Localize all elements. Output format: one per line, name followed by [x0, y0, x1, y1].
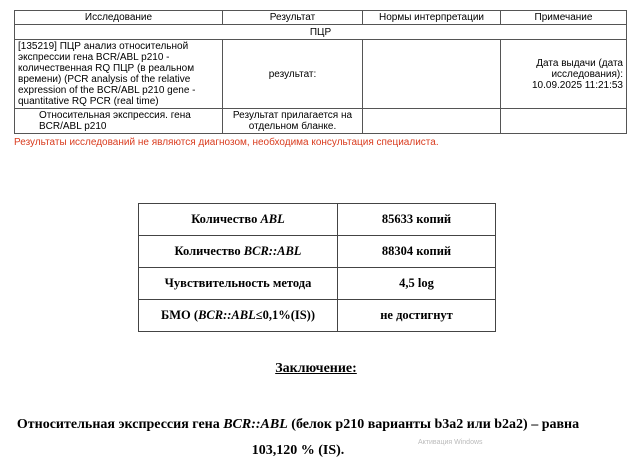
results-row: [139, 268, 496, 300]
report-table: [14, 10, 627, 134]
header-study: Исследование: [15, 11, 223, 25]
results-label: Чувствительность метода: [139, 268, 338, 300]
windows-activation-watermark: Активация Windows: [418, 439, 483, 446]
sub-study-name: Относительная экспрессия. гена BCR/ABL p210: [15, 109, 223, 134]
table-row: [15, 40, 627, 109]
results-value: 85633 копий: [338, 204, 496, 236]
results-label: Количество ABL: [139, 204, 338, 236]
sub-study-note: [501, 109, 627, 134]
issue-date: Дата выдачи (дата исследования): 10.09.2025 11:21:53: [501, 40, 627, 109]
results-value: 4,5 log: [338, 268, 496, 300]
study-norms: [363, 40, 501, 109]
header-note: Примечание: [501, 11, 627, 25]
results-row: [139, 300, 496, 332]
study-result: результат:: [223, 40, 363, 109]
results-table: [138, 203, 496, 332]
results-label: Количество BCR::ABL: [139, 236, 338, 268]
disclaimer-text: Результаты исследований не являются диагнозом, необходима консультация специалиста.: [14, 137, 439, 148]
header-result: Результат: [223, 11, 363, 25]
results-label: БМО (BCR::ABL≤0,1%(IS)): [139, 300, 338, 332]
conclusion-title: Заключение:: [275, 361, 357, 376]
sub-study-norms: [363, 109, 501, 134]
report-header-row: [15, 11, 627, 25]
results-row: [139, 236, 496, 268]
results-value: не достигнут: [338, 300, 496, 332]
results-row: [139, 204, 496, 236]
section-row: [15, 25, 627, 40]
conclusion-text: Относительная экспрессия гена BCR::ABL (белок p210 варианты b3a2 или b2a2) – равна 103,120 % (IS).: [16, 417, 580, 458]
sub-study-result: Результат прилагается на отдельном бланке.: [223, 109, 363, 134]
header-norms: Нормы интерпретации: [363, 11, 501, 25]
results-value: 88304 копий: [338, 236, 496, 268]
table-row: [15, 109, 627, 134]
section-title: ПЦР: [15, 25, 627, 40]
study-name: [135219] ПЦР анализ относительной экспрессии гена BCR/ABL p210 - количественная RQ ПЦР (в реальном времени) (PCR analysis of the relative expression of the BCR/ABL p210 gene - quantitative RQ PCR (real time): [15, 40, 223, 109]
